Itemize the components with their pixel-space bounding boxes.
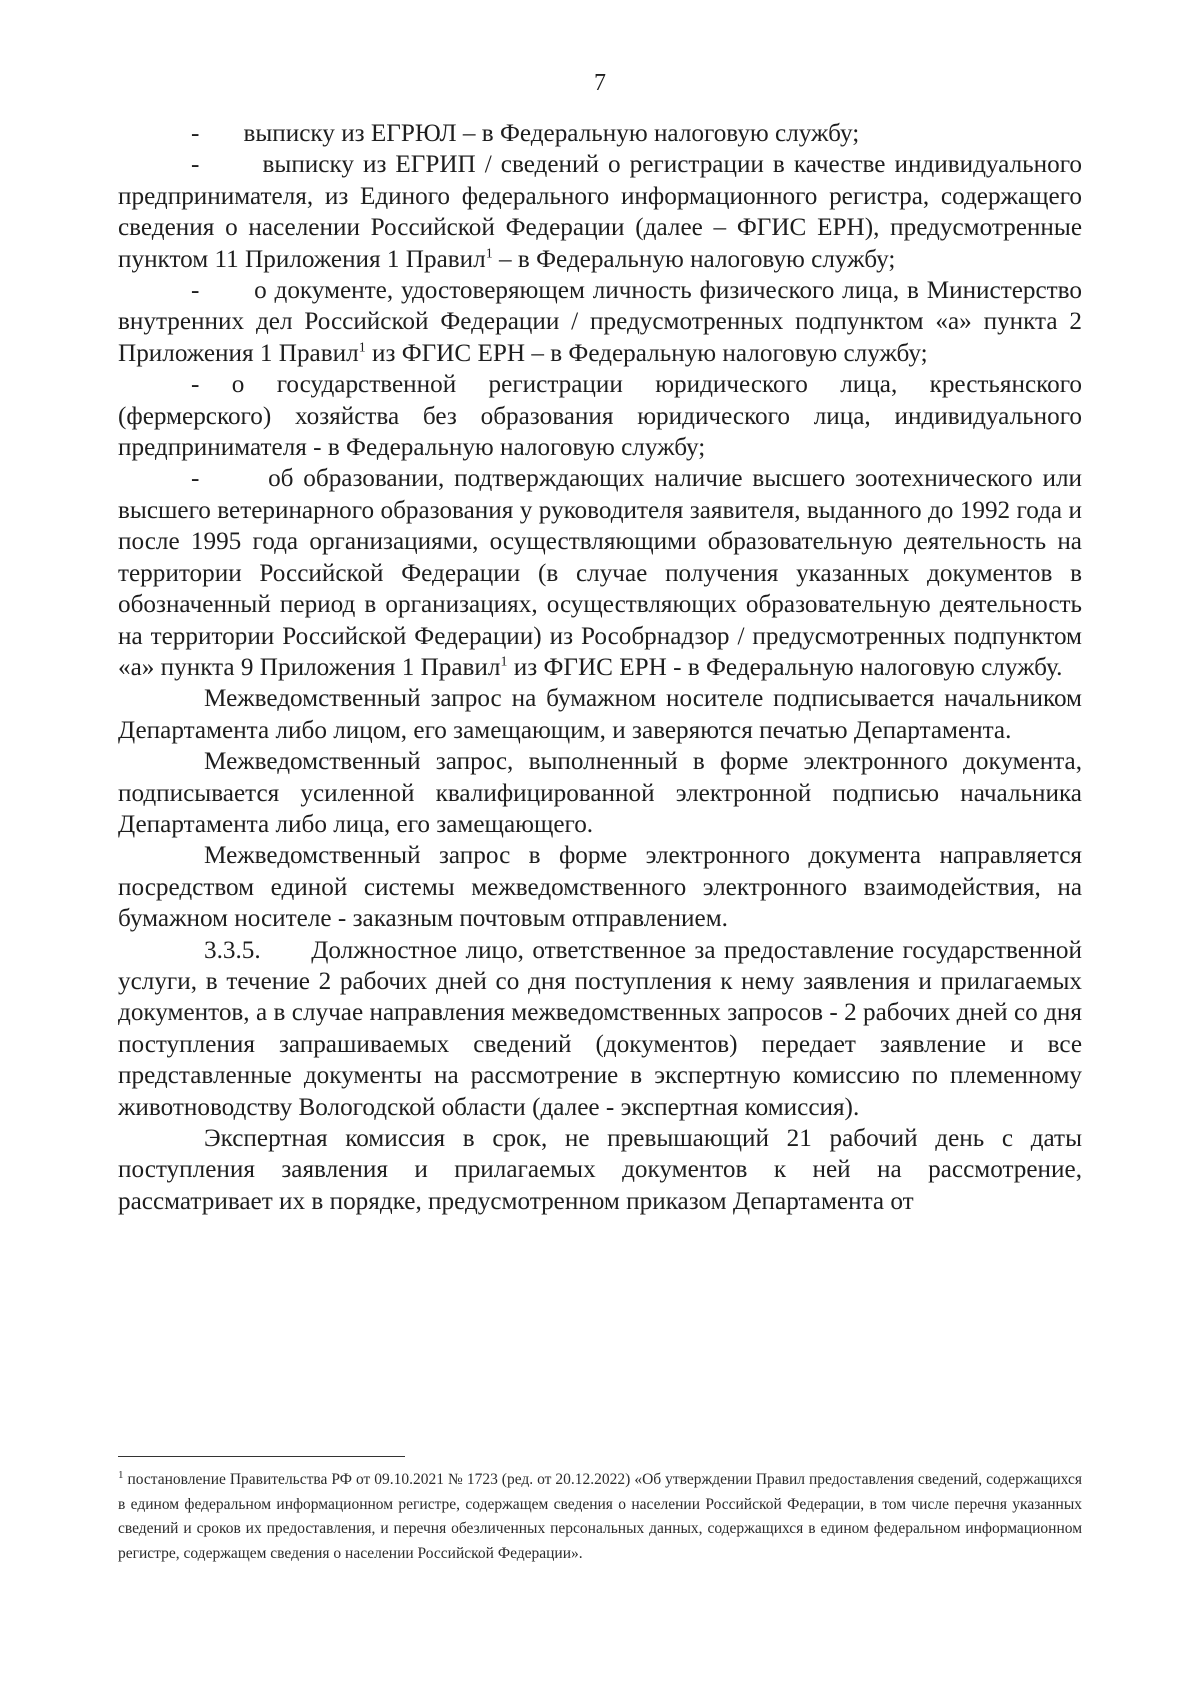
footnote — [118, 1468, 1082, 1566]
page-number: 7 — [594, 70, 606, 96]
footnote-ref: 1 — [500, 654, 508, 670]
document-body — [118, 118, 1082, 1217]
paragraph-paper-request: Межведомственный запрос на бумажном носителе подписывается начальником Департамента либо лицом, его замещающим, и заверяются печатью Департамента. — [118, 685, 1082, 744]
paragraph-education: - об образовании, подтверждающих наличие высшего зоотехнического или высшего ветеринарного образования у руководителя заявителя, выданного до 1992 года и после 1995 года организациями, осуществляющими образовательную деятельность на территории Российской Федерации (в случае получения указанных документов в обозначенный период в организациях, осуществляющих образовательную деятельность на территории Российской Федерации) из Рособрнадзор / предусмотренных подпунктом «а» пункта 9 Приложения 1 Правил$^1$ из ФГИС ЕРН - в Федеральную налоговую службу. — [118, 465, 1082, 681]
paragraph-identity-document: - о документе, удостоверяющем личность физического лица, в Министерство внутренних дел Российской Федерации / предусмотренных подпунктом «а» пункта 2 Приложения 1 Правил$^1$ из ФГИС ЕРН – в Федеральную налоговую службу; — [118, 277, 1082, 367]
footnote-separator — [118, 1456, 405, 1457]
footnote-mark: 1 — [118, 1468, 124, 1481]
footnote-text: постановление Правительства РФ от 09.10.2021 № 1723 (ред. от 20.12.2022) «Об утверждении Правил предоставления сведений, содержащихся в едином федеральном информационном регистре, содержащем сведения о населении Российской Федерации, в том числе перечня указанных сведений и сроков их предоставления, и перечня обезличенных персональных данных, содержащихся в едином федеральном информационном регистре, содержащем сведения о населении Российской Федерации». — [118, 1471, 1082, 1562]
paragraph-request-delivery: Межведомственный запрос в форме электронного документа направляется посредством единой системы межведомственного электронного взаимодействия, на бумажном носителе - заказным почтовым отправлением. — [118, 842, 1082, 933]
paragraph-electronic-request-signature: Межведомственный запрос, выполненный в форме электронного документа, подписывается усиленной квалифицированной электронной подписью начальника Департамента либо лица, его замещающего. — [118, 748, 1082, 838]
footnote-ref: 1 — [358, 340, 366, 356]
paragraph-3-3-5: 3.3.5. Должностное лицо, ответственное за предоставление государственной услуги, в течение 2 рабочих дней со дня поступления к нему заявления и прилагаемых документов, а в случае направления межведомственных запросов - 2 рабочих дней со дня поступления запрашиваемых сведений (документов) передает заявление и все представленные документы на рассмотрение в экспертную комиссию по племенному животноводству Вологодской области (далее - экспертная комиссия). — [118, 936, 1082, 1121]
paragraph-expert-commission: Экспертная комиссия в срок, не превышающий 21 рабочий день с даты поступления заявления и прилагаемых документов к ней на рассмотрение, рассматривает их в порядке, предусмотренном приказом Департамента от — [118, 1125, 1082, 1215]
paragraph-egrip-extract: - выписку из ЕГРИП / сведений о регистрации в качестве индивидуального предпринимателя, из Единого федерального информационного регистра, содержащего сведения о населении Российской Федерации (далее – ФГИС ЕРН), предусмотренные пунктом 11 Приложения 1 Правил$^1$ – в Федеральную налоговую службу; — [118, 151, 1082, 273]
footnote-ref: 1 — [485, 246, 493, 262]
paragraph-state-registration: - о государственной регистрации юридического лица, крестьянского (фермерского) хозяйства без образования юридического лица, индивидуального предпринимателя - в Федеральную налоговую службу; — [118, 371, 1082, 462]
paragraph-egrul-extract: - выписку из ЕГРЮЛ – в Федеральную налоговую службу; — [191, 120, 860, 147]
